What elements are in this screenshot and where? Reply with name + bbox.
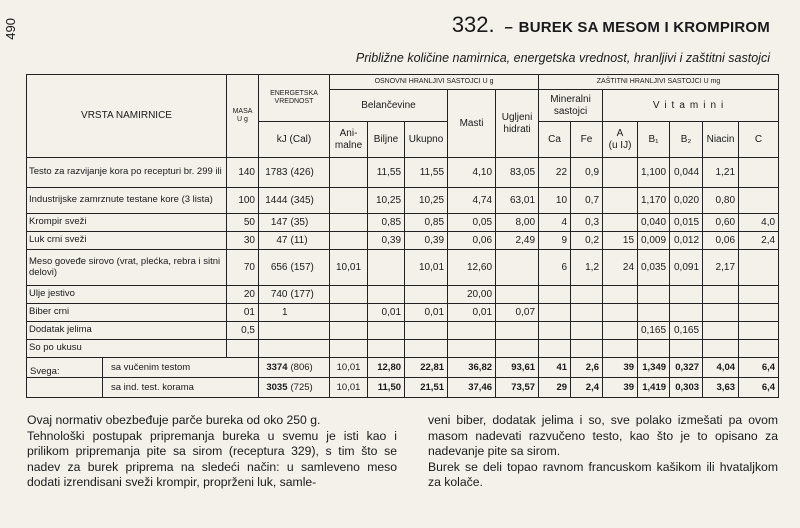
cell-fe: 1,2 (571, 250, 603, 286)
cell-b2 (670, 286, 703, 304)
malne-label: malne (334, 139, 363, 151)
total-b2: 0,303 (670, 378, 703, 398)
cell-c (739, 322, 779, 340)
totals-sublabel: sa ind. test. korama (111, 382, 194, 393)
cell-bilj: 0,39 (368, 232, 405, 250)
cell-bilj (368, 250, 405, 286)
ingredient-name: Dodatak jelima (27, 322, 227, 340)
a-label: A (616, 128, 624, 139)
cell-cal: (157) (289, 250, 330, 286)
cell-c (739, 188, 779, 214)
cell-b2: 0,012 (670, 232, 703, 250)
cell-uk (405, 322, 448, 340)
cell-cal: (345) (289, 188, 330, 214)
cell-b2: 0,091 (670, 250, 703, 286)
col-header-energetska (259, 75, 330, 122)
total-ca: 29 (539, 378, 571, 398)
masa-unit: U g (237, 116, 248, 123)
ingredient-name: So po ukusu (27, 340, 227, 358)
cell-masa: 20 (227, 286, 259, 304)
cell-ca (539, 340, 571, 358)
cell-ani (330, 188, 368, 214)
total-a: 39 (603, 378, 638, 398)
ingredient-name: Luk crni sveži (27, 232, 227, 250)
recipe-name: BUREK SA MESOM I KROMPIROM (518, 19, 770, 36)
instructions-paragraph-4: Burek se deli topao ravnom francuskom kašikom ili hvataljkom za kolače. (428, 459, 778, 490)
table-row (27, 340, 779, 358)
cell-a (603, 322, 638, 340)
cell-ugh (496, 250, 539, 286)
total-cal: (806) (289, 358, 330, 378)
cell-fe (571, 286, 603, 304)
total-ugh: 73,57 (496, 378, 539, 398)
cell-cal (289, 340, 330, 358)
cell-uk: 0,39 (405, 232, 448, 250)
cell-ani (330, 214, 368, 232)
cell-niacin: 1,21 (703, 158, 739, 188)
cell-cal (289, 322, 330, 340)
cell-ca: 4 (539, 214, 571, 232)
cell-masa: 100 (227, 188, 259, 214)
cell-ugh: 83,05 (496, 158, 539, 188)
cell-c (739, 158, 779, 188)
instructions-paragraph-2: Tehnološki postupak pripremanja bureka u svemu je isti kao i prilikom pripremanja pite sa sirom (receptura 329), s tim što se nadev za burek priprema na sledeći način: u samleveno meso dodati izrendisani sveži krompir, proprženi luk, samle- (27, 428, 397, 490)
total-uk: 21,51 (405, 378, 448, 398)
col-header-vrsta (27, 75, 227, 158)
cell-masti: 0,06 (448, 232, 496, 250)
cell-b2 (670, 340, 703, 358)
total-ani: 10,01 (330, 378, 368, 398)
cell-niacin: 0,60 (703, 214, 739, 232)
cell-niacin: 2,17 (703, 250, 739, 286)
cell-b1 (638, 304, 670, 322)
total-bilj: 12,80 (368, 358, 405, 378)
ingredient-name: Industrijske zamrznute testane kore (3 lista) (27, 188, 227, 214)
cell-uk: 0,85 (405, 214, 448, 232)
cell-b1: 0,040 (638, 214, 670, 232)
cell-ca (539, 286, 571, 304)
cell-kj: 1783 (259, 158, 289, 188)
col-header-ukupno: Ukupno (405, 122, 448, 158)
total-niacin: 3,63 (703, 378, 739, 398)
hidrati-label: hidrati (503, 123, 531, 135)
cell-ani (330, 322, 368, 340)
cell-masa: 140 (227, 158, 259, 188)
cell-ugh (496, 340, 539, 358)
cell-ca (539, 322, 571, 340)
nutrition-table (26, 74, 779, 398)
cell-masa: 70 (227, 250, 259, 286)
cell-masti: 4,74 (448, 188, 496, 214)
totals-label-cell (27, 358, 259, 378)
cell-kj (259, 322, 289, 340)
energetska-label: ENERGETSKA (270, 89, 318, 97)
cell-niacin (703, 322, 739, 340)
cell-a (603, 188, 638, 214)
cell-b2 (670, 304, 703, 322)
cell-fe: 0,3 (571, 214, 603, 232)
instructions-left-column (27, 413, 397, 491)
cell-niacin (703, 340, 739, 358)
cell-c (739, 286, 779, 304)
svega-label (27, 378, 103, 397)
cell-masti: 0,05 (448, 214, 496, 232)
cell-ca: 10 (539, 188, 571, 214)
total-c: 6,4 (739, 358, 779, 378)
table-subtitle: Približne količine namirnica, energetska vrednost, hranljivi i zaštitni sastojci (355, 51, 770, 65)
cell-cal (289, 304, 330, 322)
cell-fe (571, 322, 603, 340)
total-kj: 3035 (259, 378, 289, 398)
total-cal: (725) (289, 378, 330, 398)
cell-ugh (496, 322, 539, 340)
cell-kj: 1444 (259, 188, 289, 214)
cell-kj: 47 (259, 232, 289, 250)
cell-uk (405, 286, 448, 304)
total-fe: 2,6 (571, 358, 603, 378)
cell-c (739, 340, 779, 358)
col-header-osnovni: OSNOVNI HRANLJIVI SASTOJCI U g (330, 75, 539, 90)
cell-uk (405, 340, 448, 358)
cell-ca (539, 304, 571, 322)
cell-c (739, 304, 779, 322)
total-masti: 37,46 (448, 378, 496, 398)
cell-masa (227, 340, 259, 358)
cell-kj: 147 (259, 214, 289, 232)
table-row (27, 304, 779, 322)
total-uk: 22,81 (405, 358, 448, 378)
cell-bilj: 0,01 (368, 304, 405, 322)
ingredient-name: Ulje jestivo (27, 286, 227, 304)
cell-c: 2,4 (739, 232, 779, 250)
ugljeni-label: Ugljeni (501, 112, 533, 123)
recipe-title (452, 12, 770, 38)
cell-masa: 30 (227, 232, 259, 250)
col-header-vitamini: Vitamini (603, 90, 779, 122)
totals-row (27, 378, 779, 398)
cell-masti: 4,10 (448, 158, 496, 188)
total-ca: 41 (539, 358, 571, 378)
cell-uk: 10,25 (405, 188, 448, 214)
title-dash: – (504, 19, 513, 36)
cell-masti: 0,01 (448, 304, 496, 322)
cell-a: 15 (603, 232, 638, 250)
total-bilj: 11,50 (368, 378, 405, 398)
a-unit: (u IJ) (608, 139, 632, 151)
cell-ani (330, 158, 368, 188)
ingredient-name: Biber crni (27, 304, 227, 322)
cell-ani (330, 286, 368, 304)
cell-c (739, 250, 779, 286)
cell-bilj: 10,25 (368, 188, 405, 214)
cell-uk: 0,01 (405, 304, 448, 322)
col-header-mineralni (539, 90, 603, 122)
masa-label: MASA (232, 107, 253, 115)
total-b2: 0,327 (670, 358, 703, 378)
col-header-animalne (330, 122, 368, 158)
table-row (27, 250, 779, 286)
cell-uk: 11,55 (405, 158, 448, 188)
cell-b1 (638, 340, 670, 358)
col-header-fe: Fe (571, 122, 603, 158)
cell-kj: 1 (259, 304, 289, 322)
cell-b1: 1,100 (638, 158, 670, 188)
cell-b2: 0,165 (670, 322, 703, 340)
cell-fe: 0,7 (571, 188, 603, 214)
total-niacin: 4,04 (703, 358, 739, 378)
total-fe: 2,4 (571, 378, 603, 398)
cell-c: 4,0 (739, 214, 779, 232)
instructions-right-column (428, 413, 778, 491)
cell-b2: 0,015 (670, 214, 703, 232)
mineralni-label: Mineralni (550, 94, 591, 105)
col-header-c: C (739, 122, 779, 158)
totals-row (27, 358, 779, 378)
total-kj: 3374 (259, 358, 289, 378)
col-header-kj-cal: kJ (Cal) (259, 122, 330, 158)
cell-uk: 10,01 (405, 250, 448, 286)
cell-ugh: 0,07 (496, 304, 539, 322)
table-row (27, 158, 779, 188)
col-header-ugljeni-hidrati (496, 90, 539, 158)
cell-a: 24 (603, 250, 638, 286)
cell-fe: 0,2 (571, 232, 603, 250)
total-a: 39 (603, 358, 638, 378)
cell-b1: 0,035 (638, 250, 670, 286)
cell-ca: 6 (539, 250, 571, 286)
cell-a (603, 214, 638, 232)
cell-b1 (638, 286, 670, 304)
col-header-masa (227, 75, 259, 158)
cell-fe: 0,9 (571, 158, 603, 188)
ingredient-name: Krompir sveži (27, 214, 227, 232)
cell-bilj: 11,55 (368, 158, 405, 188)
col-header-zastitni: ZAŠTITNI HRANLJIVI SASTOJCI U mg (539, 75, 779, 90)
cell-masti: 20,00 (448, 286, 496, 304)
cell-ugh: 2,49 (496, 232, 539, 250)
ingredient-name: Testo za razvijanje kora po recepturi br. 299 ili (27, 158, 227, 188)
cell-masti (448, 340, 496, 358)
cell-bilj (368, 322, 405, 340)
cell-ugh: 8,00 (496, 214, 539, 232)
cell-bilj: 0,85 (368, 214, 405, 232)
svega-label: Svega: (27, 358, 103, 377)
vrednost-label: VREDNOST (274, 98, 314, 105)
col-header-masti: Masti (448, 90, 496, 158)
instructions-paragraph-1: Ovaj normativ obezbeđuje parče bureka od oko 250 g. (27, 413, 321, 427)
cell-ani: 10,01 (330, 250, 368, 286)
cell-fe (571, 340, 603, 358)
cell-ca: 22 (539, 158, 571, 188)
cell-bilj (368, 286, 405, 304)
total-b1: 1,349 (638, 358, 670, 378)
cell-b1: 0,009 (638, 232, 670, 250)
cell-ani (330, 304, 368, 322)
cell-niacin: 0,06 (703, 232, 739, 250)
cell-ugh: 63,01 (496, 188, 539, 214)
cell-ugh (496, 286, 539, 304)
cell-masti (448, 322, 496, 340)
cell-masa: 01 (227, 304, 259, 322)
cell-b2: 0,044 (670, 158, 703, 188)
recipe-number: 332. (451, 12, 495, 37)
cell-a (603, 340, 638, 358)
col-header-niacin: Niacin (703, 122, 739, 158)
cell-a (603, 158, 638, 188)
col-header-b2: B₂ (670, 122, 703, 158)
cell-cal: (11) (289, 232, 330, 250)
col-header-belancevine: Belančevine (330, 90, 448, 122)
col-header-a (603, 122, 638, 158)
total-ani: 10,01 (330, 358, 368, 378)
totals-sublabel: sa vučenim testom (111, 362, 191, 373)
cell-fe (571, 304, 603, 322)
total-c: 6,4 (739, 378, 779, 398)
table-body (27, 158, 779, 398)
totals-label-cell (27, 378, 259, 398)
col-header-ca: Ca (539, 122, 571, 158)
table-row (27, 322, 779, 340)
cell-cal: (426) (289, 158, 330, 188)
cell-niacin (703, 286, 739, 304)
total-ugh: 93,61 (496, 358, 539, 378)
cell-cal: (35) (289, 214, 330, 232)
cell-masti: 12,60 (448, 250, 496, 286)
table-row (27, 214, 779, 232)
cell-masa: 0,5 (227, 322, 259, 340)
table-row (27, 232, 779, 250)
cell-a (603, 304, 638, 322)
cell-kj: 656 (259, 250, 289, 286)
col-header-biljne: Biljne (368, 122, 405, 158)
vrsta-label: VRSTA NAMIRNICE (81, 110, 172, 122)
cell-masa: 50 (227, 214, 259, 232)
cell-b1: 0,165 (638, 322, 670, 340)
cell-b1: 1,170 (638, 188, 670, 214)
table-row (27, 188, 779, 214)
total-b1: 1,419 (638, 378, 670, 398)
ingredient-name: Meso goveđe sirovo (vrat, plećka, rebra i sitni delovi) (27, 250, 227, 286)
cell-kj: 740 (259, 286, 289, 304)
table-row (27, 286, 779, 304)
sastojci-label: sastojci (553, 105, 588, 117)
instructions-paragraph-3: veni biber, dodatak jelima i so, sve polako izmešati pa ovom masom nadevati razvučeno testo, kao što je to opisano za nadevanje pite sa sirom. (428, 413, 778, 459)
cell-a (603, 286, 638, 304)
cell-bilj (368, 340, 405, 358)
cell-ani (330, 340, 368, 358)
cell-niacin (703, 304, 739, 322)
cell-ani (330, 232, 368, 250)
cell-b2: 0,020 (670, 188, 703, 214)
ani-label: Ani- (339, 128, 358, 139)
cell-niacin: 0,80 (703, 188, 739, 214)
cell-kj (259, 340, 289, 358)
col-header-b1: B₁ (638, 122, 670, 158)
total-masti: 36,82 (448, 358, 496, 378)
cell-ca: 9 (539, 232, 571, 250)
page-number: 490 (3, 18, 18, 40)
cell-cal: (177) (289, 286, 330, 304)
